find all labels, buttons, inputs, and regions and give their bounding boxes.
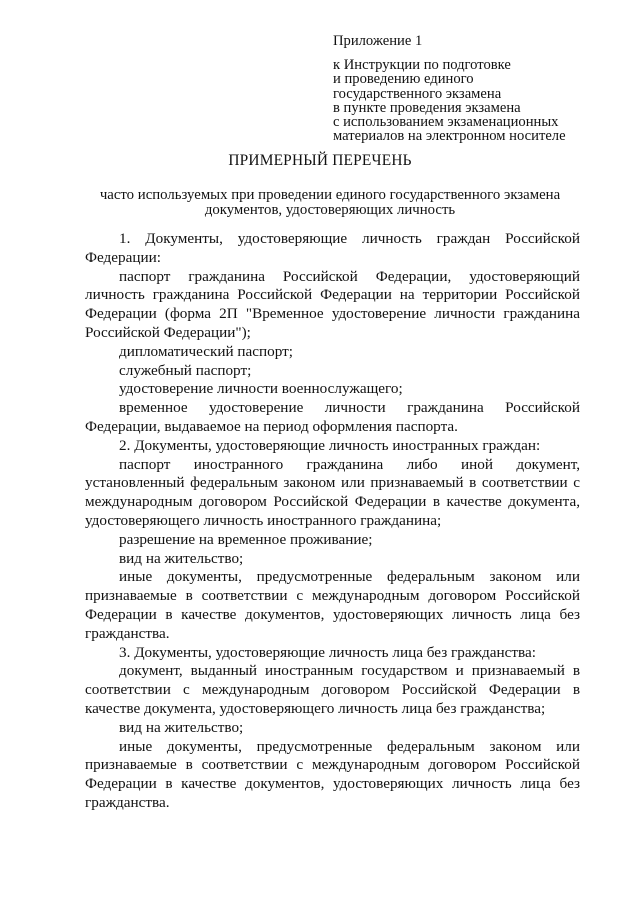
document-body [85,230,580,813]
list-item: служебный паспорт; [119,361,252,379]
list-item: вид на жительство; [119,718,244,736]
list-item: иные документы, предусмотренные федеральным законом или признаваемые в соответствии с международным договором Российской Федерации в качестве документов, удостоверяющих личность лица без гражданства. [85,568,580,642]
document-subtitle [80,188,580,219]
section-heading: 3. Документы, удостоверяющие личность лица без гражданства: [119,643,536,661]
annex-title: Приложение 1 [333,33,423,49]
document-title: ПРИМЕРНЫЙ ПЕРЕЧЕНЬ [228,152,412,169]
section-heading: 2. Документы, удостоверяющие личность иностранных граждан: [119,436,541,454]
subtitle-line: документов, удостоверяющих личность [204,202,456,219]
annex-header [333,34,633,143]
annex-line: к Инструкции по подготовке [333,57,511,74]
list-item: временное удостоверение личности гражданина Российской Федерации, выдаваемое на период оформления паспорта. [85,399,580,435]
annex-line: в пункте проведения экзамена [333,99,521,116]
annex-line: с использованием экзаменационных [333,114,559,131]
list-item: удостоверение личности военнослужащего; [119,380,403,398]
list-item: паспорт гражданина Российской Федерации, удостоверяющий личность гражданина Российской Федерации на территории Российской Федерации (форма 2П "Временное удостоверение личности гражданина Российской Федерации"); [85,267,580,341]
list-item: дипломатический паспорт; [119,342,293,360]
list-item: документ, выданный иностранным государством и признаваемый в соответствии с международным договором Российской Федерации в качестве документа, удостоверяющего личность лица без гражданства; [85,662,580,717]
annex-line: материалов на электронном носителе [333,128,566,145]
annex-line: государственного экзамена [333,85,502,102]
section-heading: 1. Документы, удостоверяющие личность граждан Российской Федерации: [85,230,580,266]
subtitle-line: часто используемых при проведении единого государственного экзамена [99,187,561,203]
list-item: разрешение на временное проживание; [119,530,373,548]
list-item: паспорт иностранного гражданина либо иной документ, установленный федеральным законом или признаваемый в соответствии с международным договором Российской Федерации в качестве документа, удостоверяющего личность иностранного гражданина; [85,455,580,529]
annex-line: и проведению единого [333,71,474,88]
list-item: иные документы, предусмотренные федеральным законом или признаваемые в соответствии с международным договором Российской Федерации в качестве документов, удостоверяющих личность лица без гражданства. [85,737,580,811]
list-item: вид на жительство; [119,549,244,567]
